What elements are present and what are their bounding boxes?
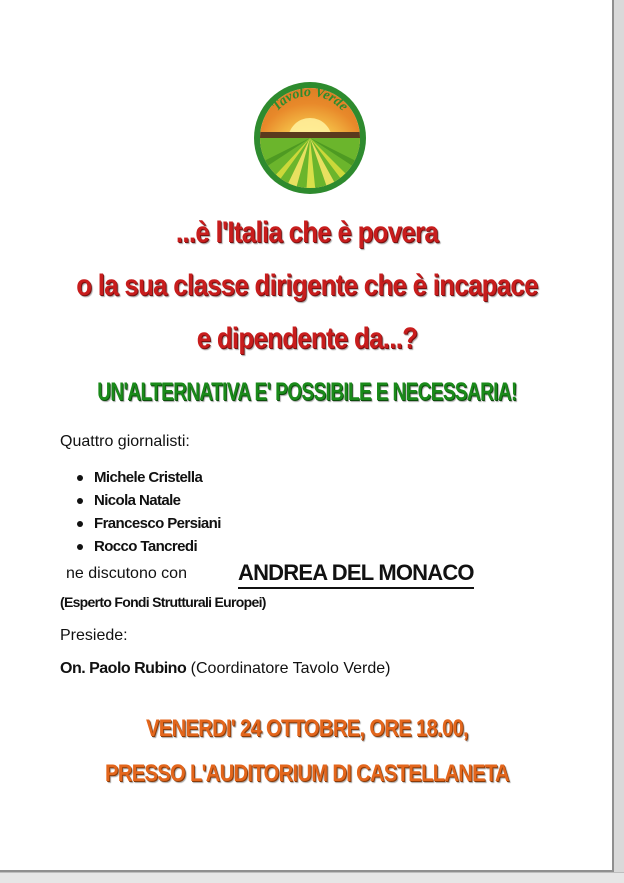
bullet-icon [77, 544, 83, 550]
speaker-name: ANDREA DEL MONACO [238, 560, 474, 589]
event-date: VENERDI' 24 OTTOBRE, ORE 18.00, [146, 715, 468, 742]
logo-text: Tavolo Verde [269, 84, 351, 115]
list-item: Nicola Natale [60, 489, 221, 512]
bullet-icon [77, 475, 83, 481]
chair-role: (Coordinatore Tavolo Verde) [190, 660, 391, 677]
tagline: UN'ALTERNATIVA E' POSSIBILE E NECESSARIA! [97, 378, 517, 406]
event-venue: PRESSO L'AUDITORIUM DI CASTELLANETA [105, 760, 509, 787]
headline-line-1: ...è l'Italia che è povera [175, 216, 439, 249]
discussion-prefix: ne discutono con [66, 565, 187, 582]
headline-line-3: e dipendente da...? [196, 322, 418, 355]
list-item: Michele Cristella [60, 466, 221, 489]
bullet-icon [77, 498, 83, 504]
list-item: Francesco Persiani [60, 512, 221, 535]
journalist-list [60, 466, 221, 558]
list-item: Rocco Tancredi [60, 535, 221, 558]
headline-line-2: o la sua classe dirigente che è incapace [76, 269, 538, 302]
chair-line [60, 660, 391, 678]
chair-name: On. Paolo Rubino [60, 660, 187, 677]
chair-label: Presiede: [60, 627, 128, 644]
speaker-role: (Esperto Fondi Strutturali Europei) [60, 594, 266, 610]
intro-text: Quattro giornalisti: [60, 433, 190, 450]
bullet-icon [77, 521, 83, 527]
tavolo-verde-logo [246, 80, 374, 196]
window-bottom-edge [0, 872, 624, 883]
